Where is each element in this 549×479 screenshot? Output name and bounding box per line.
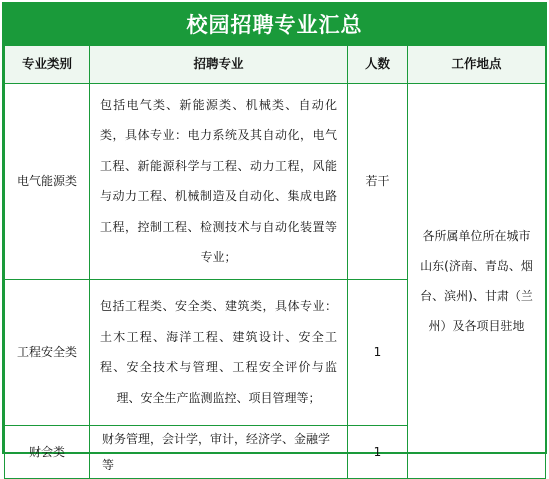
majors-cell: 包括电气类、新能源类、机械类、自动化类，具体专业：电力系统及其自动化，电气工程、新能源科学与工程、动力工程，风能与动力工程、机械制造及自动化、集成电路工程，控制工程、检测技术与自动化装置等专业； <box>90 83 348 279</box>
majors-cell: 包括工程类、安全类、建筑类，具体专业：土木工程、海洋工程、建筑设计、安全工程、安全技术与管理、工程安全评价与监理、安全生产监测监控、项目管理等； <box>90 279 348 425</box>
count-cell: 1 <box>348 279 408 425</box>
count-cell: 若干 <box>348 83 408 279</box>
table-header-row <box>5 45 546 83</box>
count-cell: 1 <box>348 425 408 478</box>
column-header-location: 工作地点 <box>408 45 546 83</box>
column-header-majors: 招聘专业 <box>90 45 348 83</box>
category-cell: 电气能源类 <box>5 83 90 279</box>
majors-table <box>4 44 546 479</box>
category-cell: 财会类 <box>5 425 90 478</box>
majors-cell: 财务管理，会计学，审计，经济学、金融学等 <box>90 425 348 478</box>
page-title: 校园招聘专业汇总 <box>4 4 545 44</box>
column-header-category: 专业类别 <box>5 45 90 83</box>
location-cell: 各所属单位所在城市山东(济南、青岛、烟台、滨州)、甘肃（兰州）及各项目驻地 <box>408 83 546 478</box>
recruitment-table-container <box>2 2 547 472</box>
table-row <box>5 83 546 279</box>
column-header-count: 人数 <box>348 45 408 83</box>
category-cell: 工程安全类 <box>5 279 90 425</box>
